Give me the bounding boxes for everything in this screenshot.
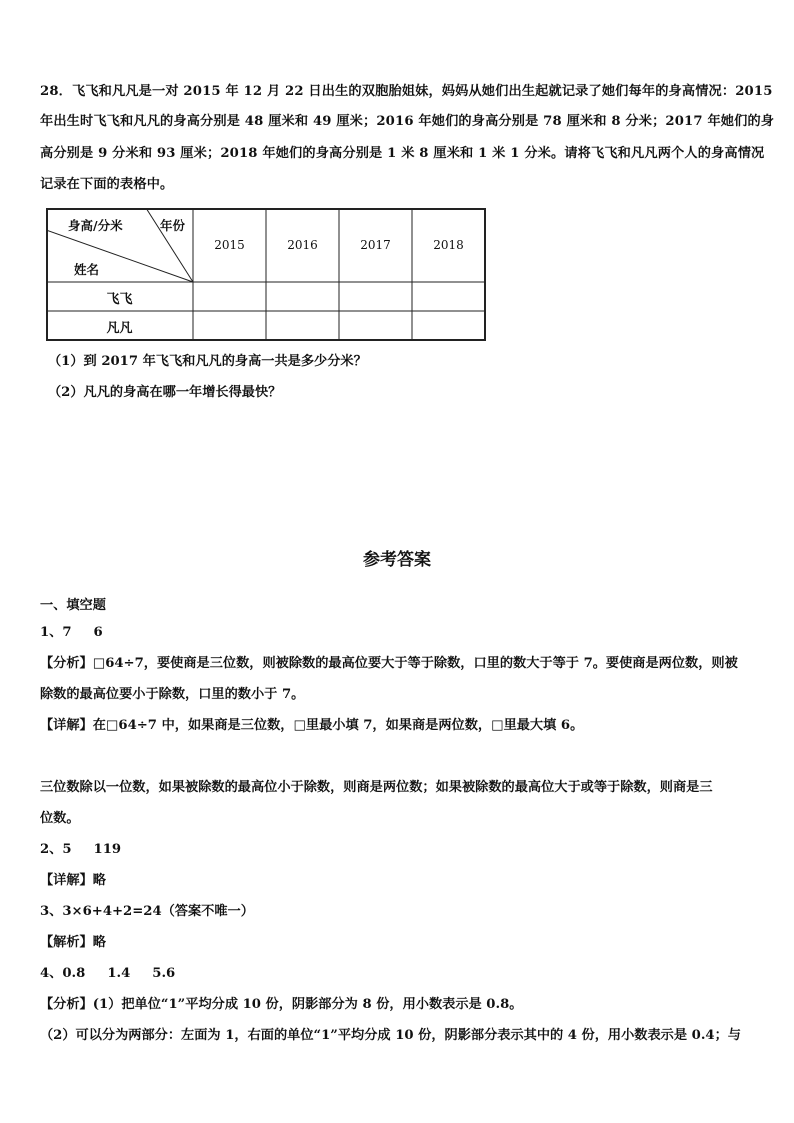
- question-line-3: 高分别是 9 分米和 93 厘米；2018 年她们的身高分别是 1 米 8 厘米和 1 米 1 分米。请将飞飞和凡凡两个人的身高情况: [40, 146, 765, 161]
- answer-1: [40, 623, 760, 643]
- section-heading: 一、填空题: [40, 598, 106, 613]
- answers-title: 参考答案: [363, 550, 431, 570]
- header-name: 姓名: [74, 262, 100, 277]
- question-line-4: 记录在下面的表格中。: [40, 177, 174, 192]
- answer-3-detail: 【解析】略: [40, 935, 106, 950]
- sub-question-2: （2）凡凡的身高在哪一年增长得最快？: [48, 385, 282, 400]
- year-2016: 2016: [287, 238, 318, 252]
- row-feifei: 飞飞: [106, 292, 133, 307]
- year-2018: 2018: [433, 238, 464, 252]
- answer-1-note-2: 位数。: [40, 811, 80, 826]
- answer-4: [40, 964, 760, 984]
- answer-1-analysis-1: 【分析】□64÷7，要使商是三位数，则被除数的最高位要大于等于除数，口里的数大于等于 7。要使商是两位数，则被: [40, 656, 738, 671]
- year-2017: 2017: [360, 238, 391, 252]
- year-2015: 2015: [214, 238, 245, 252]
- header-year: 年份: [160, 218, 186, 233]
- sub-question-1: （1）到 2017 年飞飞和凡凡的身高一共是多少分米？: [48, 354, 367, 369]
- answer-4-b: 1.4: [107, 966, 131, 981]
- answer-1-b: 6: [93, 625, 103, 640]
- question-line-2: 年出生时飞飞和凡凡的身高分别是 48 厘米和 49 厘米；2016 年她们的身高分别是 78 厘米和 8 分米；2017 年她们的身: [40, 114, 775, 129]
- answer-2-a: 2、5: [40, 842, 72, 857]
- question-line-1: 28．飞飞和凡凡是一对 2015 年 12 月 22 日出生的双胞胎姐妹，妈妈从她们出生起就记录了她们每年的身高情况：2015: [40, 84, 773, 99]
- answer-4-c: 5.6: [152, 966, 176, 981]
- answer-3: 3、3×6+4+2=24（答案不唯一）: [40, 904, 254, 919]
- answer-1-detail: 【详解】在□64÷7 中，如果商是三位数，□里最小填 7，如果商是两位数，□里最大填 6。: [40, 718, 584, 733]
- answer-2: [40, 840, 760, 860]
- answer-4-a: 4、0.8: [40, 966, 86, 981]
- row-fanfan: 凡凡: [106, 321, 133, 336]
- answer-1-a: 1、7: [40, 625, 72, 640]
- header-height-unit: 身高/分米: [68, 218, 123, 233]
- answer-1-note-1: 三位数除以一位数，如果被除数的最高位小于除数，则商是两位数；如果被除数的最高位大于或等于除数，则商是三: [40, 780, 713, 795]
- answer-4-analysis-1: 【分析】(1）把单位“1”平均分成 10 份，阴影部分为 8 份，用小数表示是 0.8。: [40, 997, 523, 1012]
- answer-1-analysis-2: 除数的最高位要小于除数，口里的数小于 7。: [40, 687, 305, 702]
- answer-2-detail: 【详解】略: [40, 873, 106, 888]
- answer-2-b: 119: [93, 842, 122, 857]
- answer-4-analysis-2: （2）可以分为两部分：左面为 1，右面的单位“1”平均分成 10 份，阴影部分表示其中的 4 份，用小数表示是 0.4；与: [40, 1028, 741, 1043]
- height-table: [46, 208, 486, 341]
